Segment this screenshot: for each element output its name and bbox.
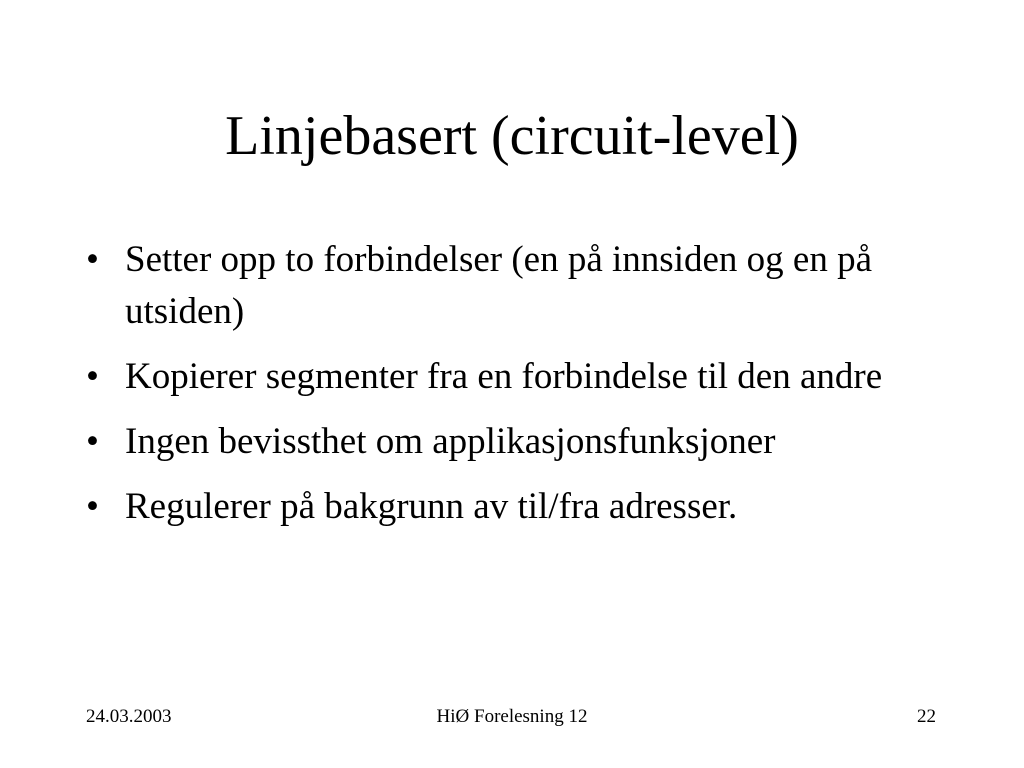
bullet-text: Setter opp to forbindelser (en på innsiden og en på utsiden): [125, 239, 872, 332]
page-number: 22: [917, 706, 936, 727]
bullet-text: Kopierer segmenter fra en forbindelse til den andre: [125, 356, 883, 397]
footer-title: HiØ Forelesning 12: [436, 706, 588, 727]
bullet-list: [86, 234, 956, 546]
bullet-dot-icon: •: [86, 421, 99, 462]
bullet-dot-icon: •: [86, 356, 99, 397]
bullet-text: Ingen bevissthet om applikasjonsfunksjoner: [125, 421, 776, 462]
bullet-item: [86, 351, 956, 403]
slide-title: Linjebasert (circuit-level): [225, 105, 799, 167]
bullet-item: [86, 416, 956, 468]
bullet-item: [86, 234, 956, 338]
bullet-dot-icon: •: [86, 239, 99, 280]
bullet-text: Regulerer på bakgrunn av til/fra adresser.: [125, 486, 738, 527]
bullet-item: [86, 481, 956, 533]
footer-date: 24.03.2003: [86, 706, 172, 727]
bullet-dot-icon: •: [86, 486, 99, 527]
